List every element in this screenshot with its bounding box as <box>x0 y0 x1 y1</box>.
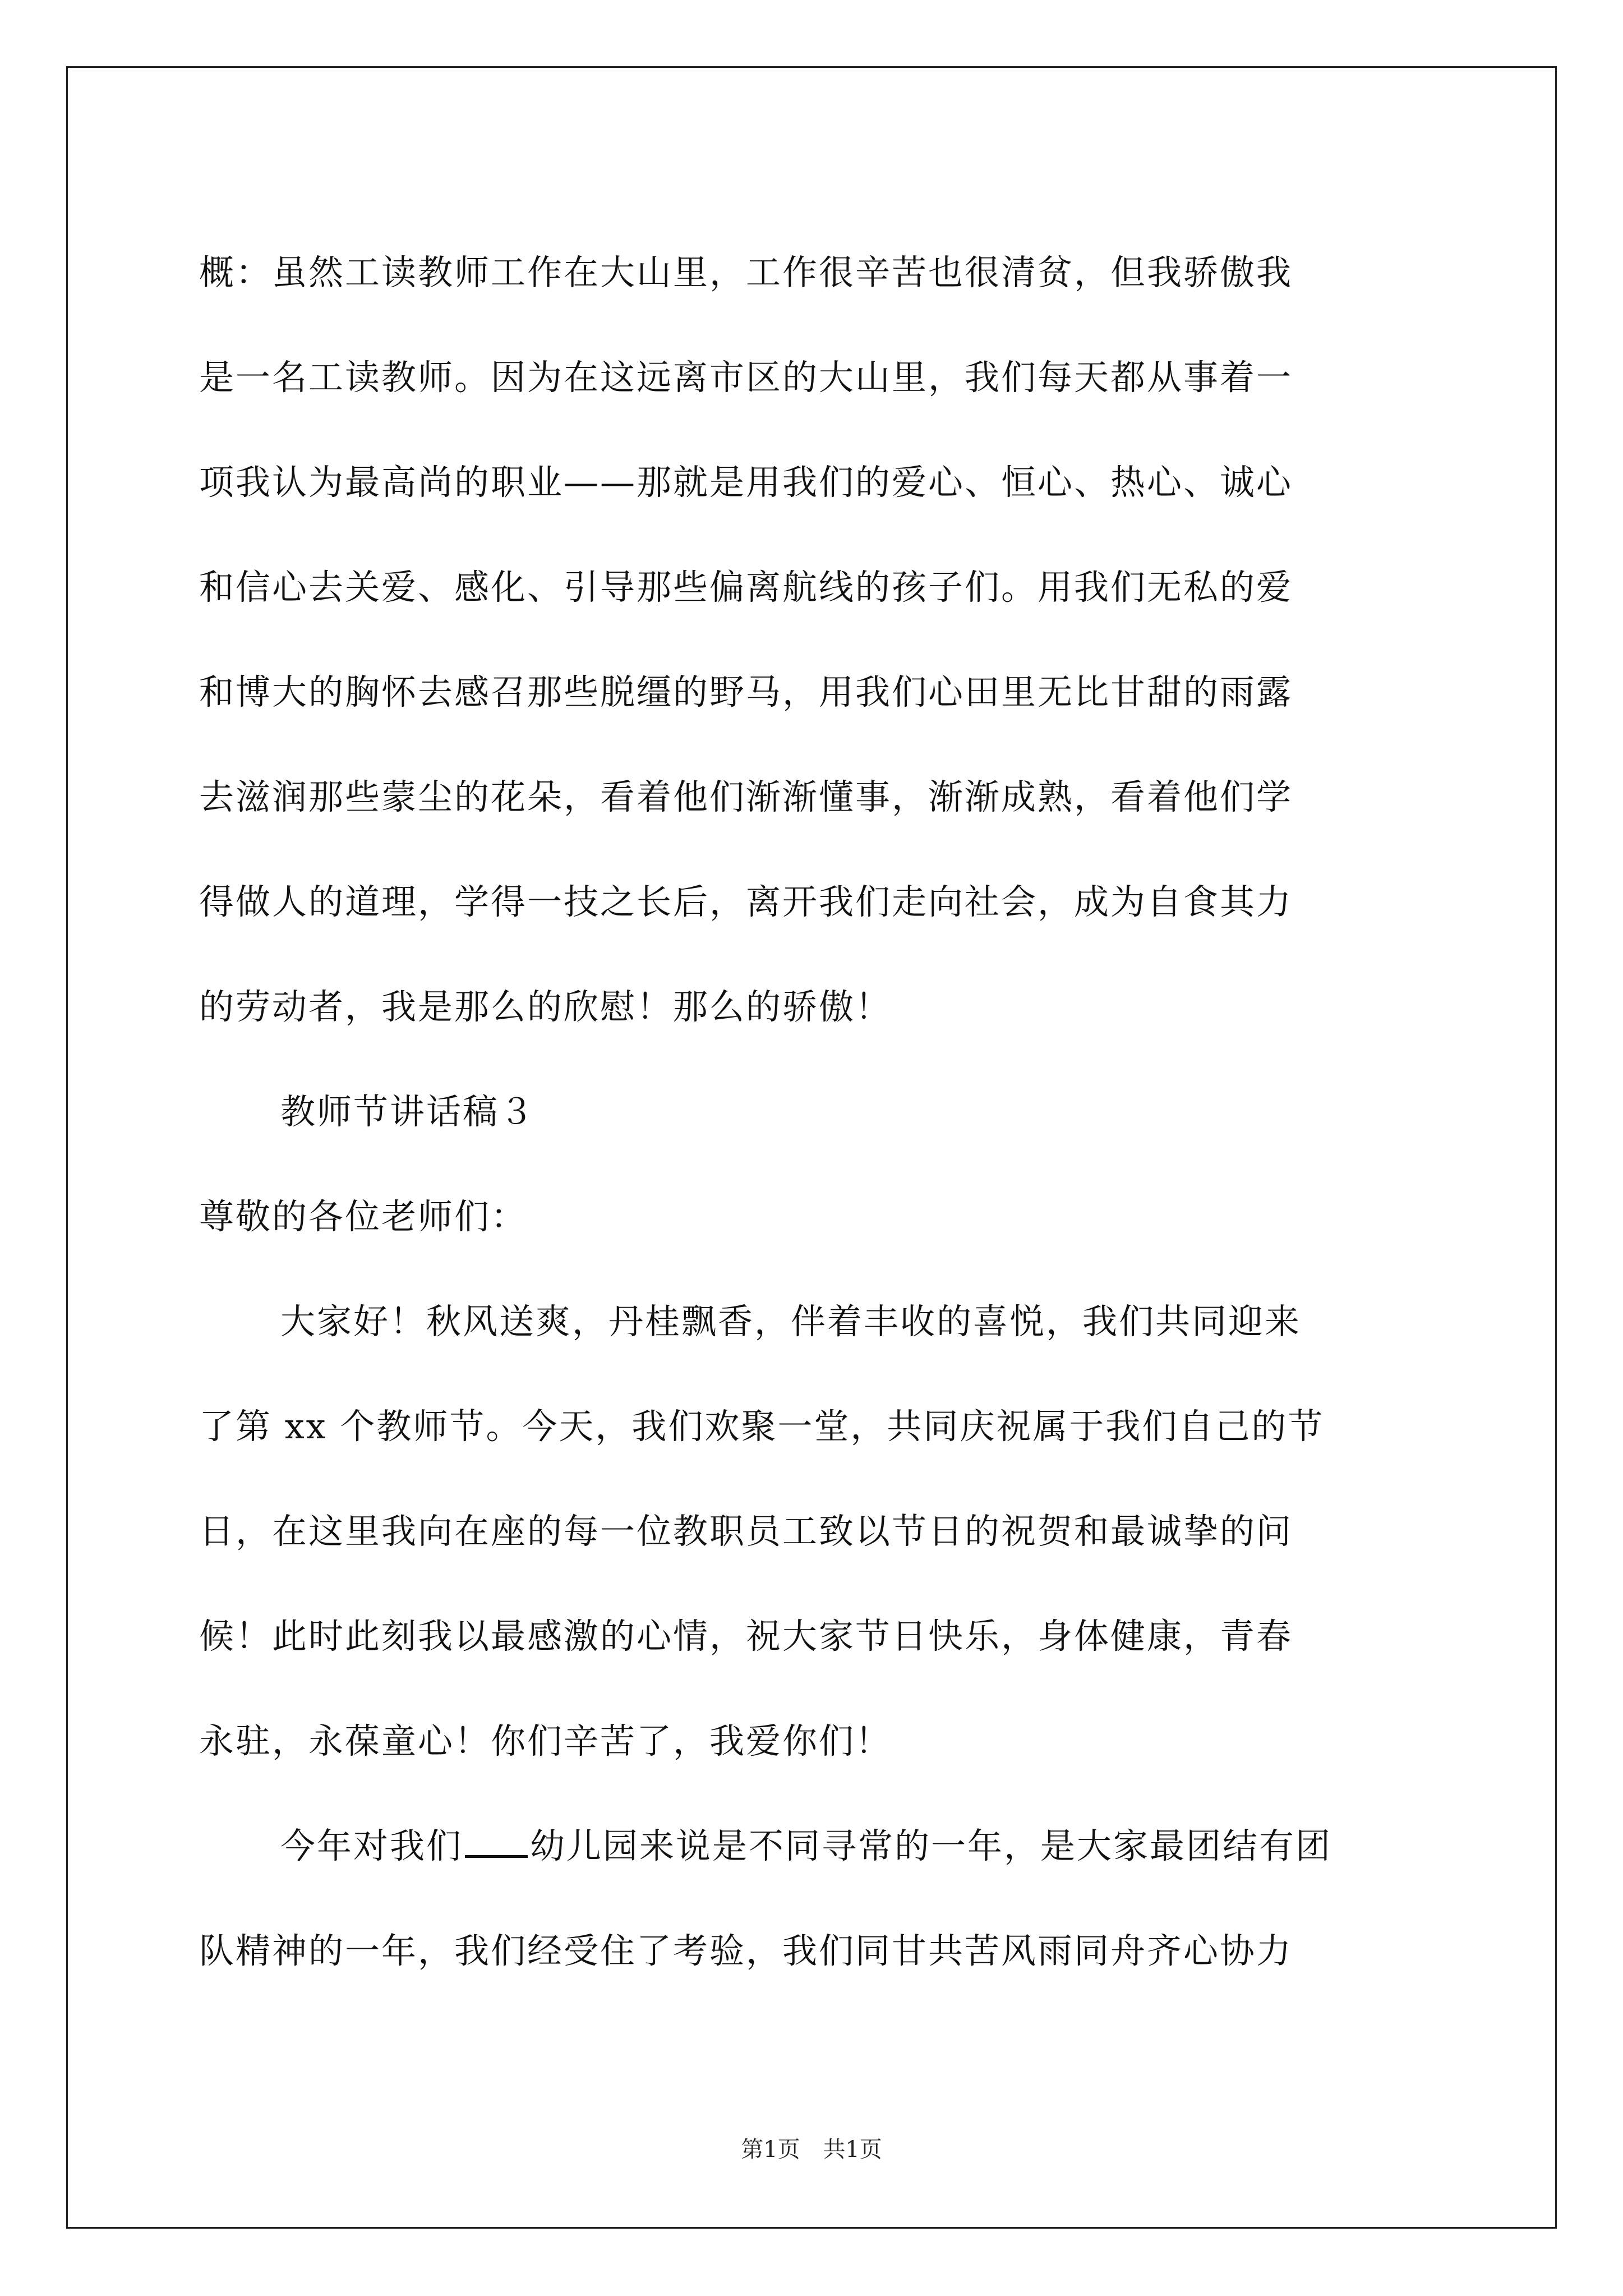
page-number: 第1页 <box>741 2137 800 2162</box>
text-line: 候！此时此刻我以最感激的心情，祝大家节日快乐，身体健康，青春 <box>199 1616 1293 1657</box>
text-line: 了第 xx 个教师节。今天，我们欢聚一堂，共同庆祝属于我们自己的节 <box>199 1406 1325 1447</box>
text-line: 永驻，永葆童心！你们辛苦了，我爱你们！ <box>199 1720 892 1761</box>
text-line: 的劳动者，我是那么的欣慰！那么的骄傲！ <box>199 986 892 1027</box>
section-heading: 教师节讲话稿３ <box>280 1091 536 1132</box>
text-line: 和博大的胸怀去感召那些脱缰的野马，用我们心田里无比甘甜的雨露 <box>199 671 1293 712</box>
text-segment: 今年对我们 <box>280 1825 463 1866</box>
text-line: 日，在这里我向在座的每一位教职员工致以节日的祝贺和最诚挚的问 <box>199 1511 1293 1552</box>
text-line-with-blank <box>199 1793 1424 1898</box>
text-line: 去滋润那些蒙尘的花朵，看着他们渐渐懂事，渐渐成熟，看着他们学 <box>199 776 1293 817</box>
text-line: 得做人的道理，学得一技之长后，离开我们走向社会，成为自食其力 <box>199 881 1293 922</box>
text-line: 队精神的一年，我们经受住了考验，我们同甘共苦风雨同舟齐心协力 <box>199 1930 1293 1971</box>
text-line: 和信心去关爱、感化、引导那些偏离航线的孩子们。用我们无私的爱 <box>199 567 1293 608</box>
text-line: 是一名工读教师。因为在这远离市区的大山里，我们每天都从事着一 <box>199 357 1293 398</box>
page-total: 共1页 <box>823 2137 882 2162</box>
text-segment: 幼儿园来说是不同寻常的一年，是大家最团结有团 <box>530 1825 1332 1866</box>
salutation: 尊敬的各位老师们： <box>199 1196 528 1237</box>
fill-in-blank <box>465 1827 528 1858</box>
text-line: 概：虽然工读教师工作在大山里，工作很辛苦也很清贫，但我骄傲我 <box>199 252 1293 293</box>
document-body <box>199 220 1424 2003</box>
text-line: 大家好！秋风送爽，丹桂飘香，伴着丰收的喜悦，我们共同迎来 <box>280 1301 1302 1342</box>
text-line: 项我认为最高尚的职业——那就是用我们的爱心、恒心、热心、诚心 <box>199 462 1293 503</box>
page-footer <box>0 2132 1623 2164</box>
